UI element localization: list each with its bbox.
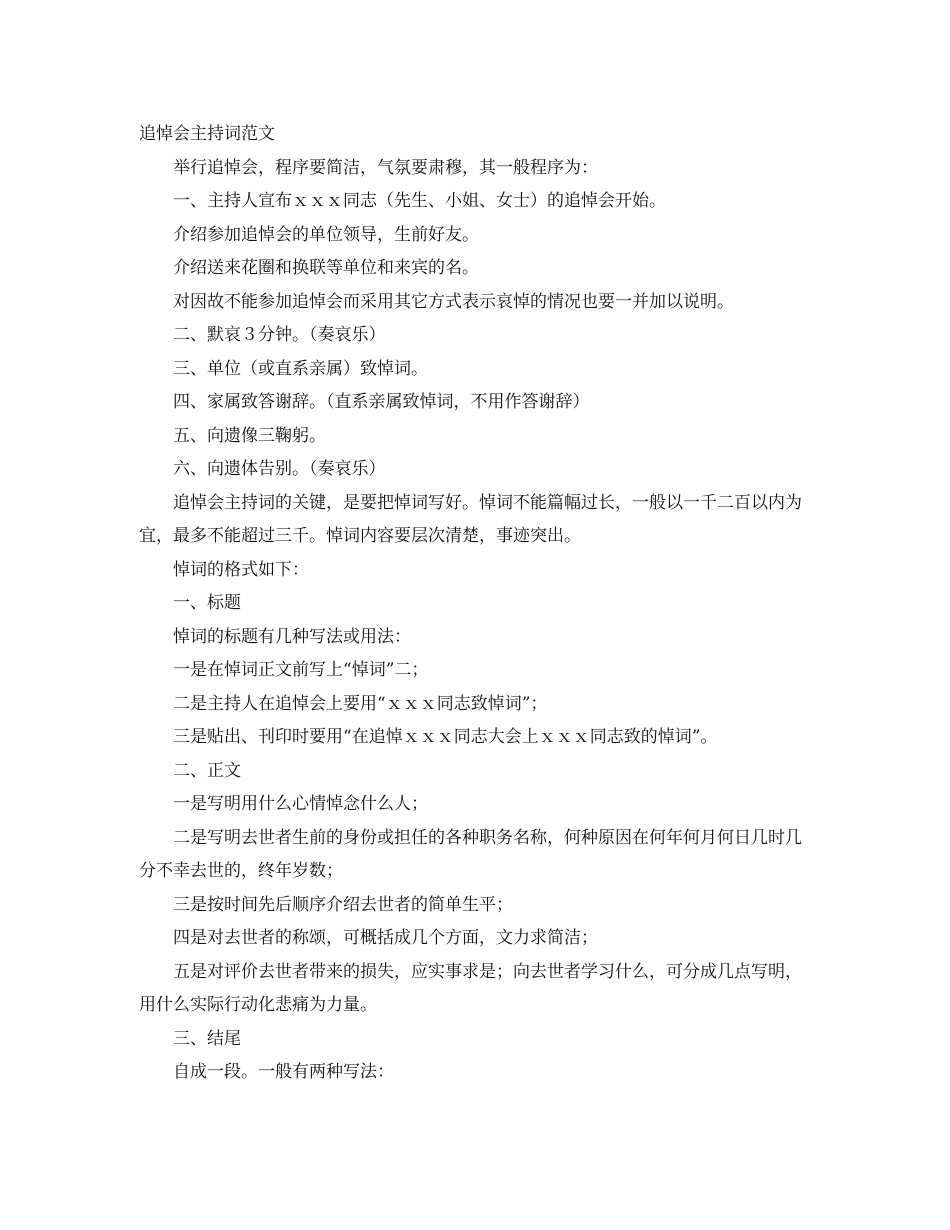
document-body (139, 118, 815, 1090)
paragraph-15: 一是在悼词正文前写上“悼词”二； (173, 660, 429, 680)
paragraph-1: 举行追悼会，程序要简洁，气氛要肃穆，其一般程序为： (173, 157, 598, 178)
paragraph-22: 四是对去世者的称颂，可概括成几个方面，文力求简洁； (173, 928, 598, 948)
document-title: 追悼会主持词范文 (139, 124, 275, 144)
paragraph-21: 三是按时间先后顺序介绍去世者的简单生平； (173, 894, 513, 915)
paragraph-17: 三是贴出、刊印时要用“在追悼ｘｘｘ同志大会上ｘｘｘ同志致的悼词”。 (173, 727, 718, 747)
paragraph-23: 五是对评价去世者带来的损失，应实事求是；向去世者学习什么，可分成几点写明，用什么实际行动化悲痛为力量。 (139, 961, 802, 1015)
paragraph-13: 一、标题 (173, 593, 241, 613)
paragraph-3: 介绍参加追悼会的单位领导，生前好友。 (173, 224, 479, 245)
paragraph-24: 三、结尾 (173, 1028, 241, 1049)
paragraph-11: 追悼会主持词的关键，是要把悼词写好。悼词不能篇幅过长，一般以一千二百以内为宜，最多不能超过三千。悼词内容要层次清楚，事迹突出。 (139, 492, 802, 546)
paragraph-10: 六、向遗体告别。（奏哀乐） (173, 459, 386, 479)
paragraph-7: 三、单位（或直系亲属）致悼词。 (173, 358, 428, 379)
paragraph-25: 自成一段。一般有两种写法： (173, 1062, 394, 1082)
paragraph-4: 介绍送来花圈和换联等单位和来宾的名。 (173, 258, 479, 278)
paragraph-9: 五、向遗像三鞠躬。 (173, 425, 326, 446)
paragraph-2: 一、主持人宣布ｘｘｘ同志（先生、小姐、女士）的追悼会开始。 (173, 191, 666, 211)
paragraph-19: 一是写明用什么心情悼念什么人； (173, 794, 428, 814)
paragraph-6: 二、默哀３分钟。（奏哀乐） (173, 325, 386, 345)
paragraph-14: 悼词的标题有几种写法或用法： (173, 626, 411, 647)
paragraph-8: 四、家属致答谢辞。（直系亲属致悼词，不用作答谢辞） (173, 392, 590, 412)
paragraph-20: 二是写明去世者生前的身份或担任的各种职务名称，何种原因在何年何月何日几时几分不幸去世的，终年岁数； (139, 827, 802, 881)
paragraph-5: 对因故不能参加追悼会而采用其它方式表示哀悼的情况也要一并加以说明。 (173, 291, 734, 312)
paragraph-18: 二、正文 (173, 760, 241, 781)
paragraph-16: 二是主持人在追悼会上要用“ｘｘｘ同志致悼词”； (173, 693, 548, 714)
paragraph-12: 悼词的格式如下： (173, 559, 309, 580)
